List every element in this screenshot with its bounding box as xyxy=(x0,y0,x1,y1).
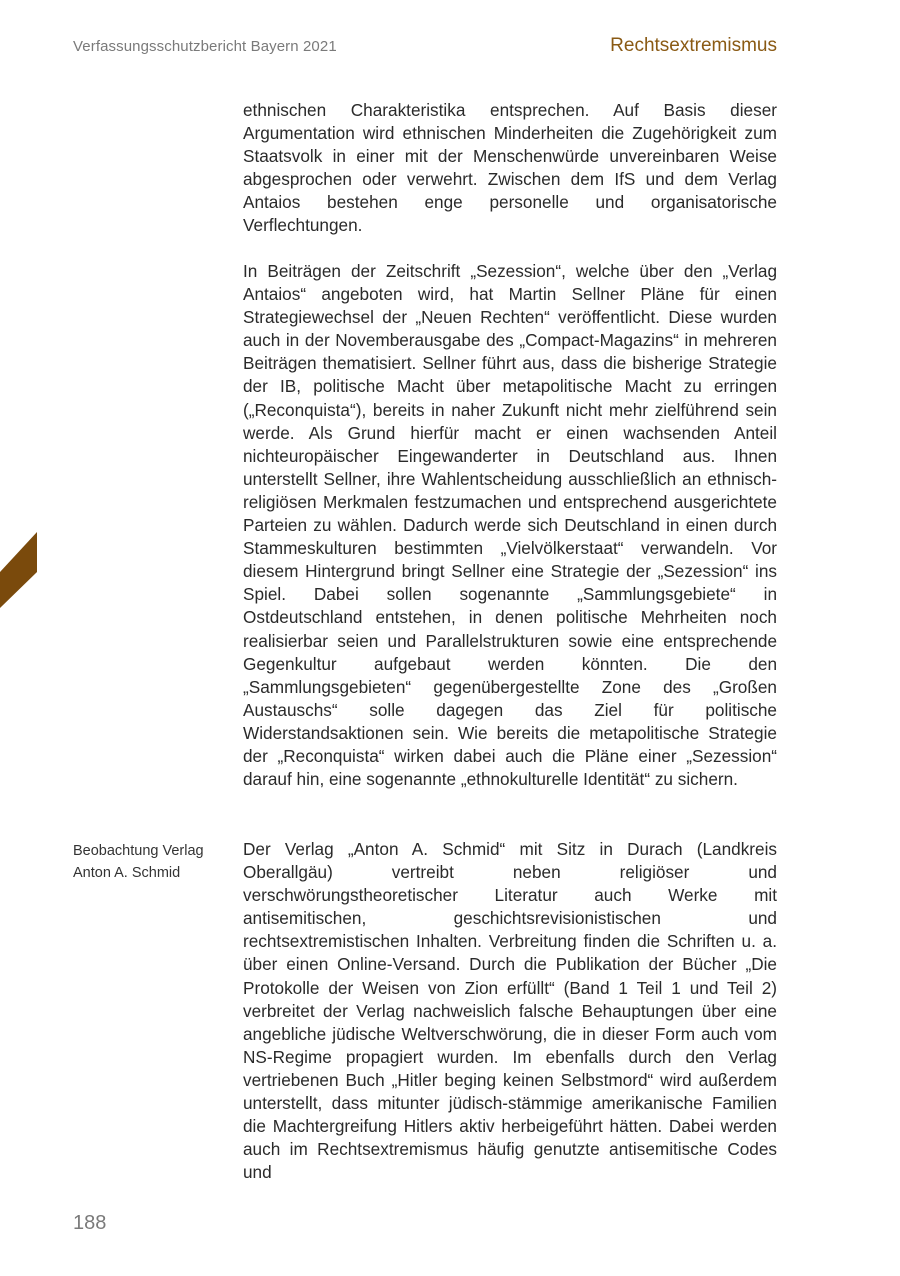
page-number: 188 xyxy=(73,1212,107,1234)
paragraph-text: ethnischen Charakteristika entsprechen. Auf Basis dieser Argumentation wird ethnischen Minderheiten die Zugehörigkeit zum Staatsvolk in einer mit der Menschenwürde unvereinbaren Weise abgesprochen oder verwehrt. Zwischen dem IfS und dem Verlag Antaios bestehen enge personelle und organisatorische Verflechtungen. xyxy=(243,100,777,236)
body-paragraph-3 xyxy=(243,838,777,1184)
paragraph-text: Der Verlag „Anton A. Schmid“ mit Sitz in Durach (Landkreis Oberallgäu) vertreibt neben religiöser und verschwörungstheoretischer Literatur auch Werke mit antisemitischen, geschichtsrevisionistischen und rechtsextremistischen Inhalten. Verbreitung finden die Schriften u. a. über einen Online-Versand. Durch die Publikation der Bücher „Die Protokolle der Weisen von Zion erfüllt“ (Band 1 Teil 1 und Teil 2) verbreitet der Verlag nachweislich falsche Behauptungen über eine angebliche jüdische Weltverschwörung, die in dieser Form auch vom NS-Regime propagiert wurden. Im ebenfalls durch den Verlag vertriebenen Buch „Hitler beging keinen Selbstmord“ wird außerdem unterstellt, dass mitunter jüdisch-stämmige amerikanische Familien die Machtergreifung Hitlers aktiv herbeigeführt hätten. Dabei werden auch im Rechtsextremismus häufig genutzte antisemitische Codes und xyxy=(243,839,777,1183)
chapter-side-tab xyxy=(0,532,37,608)
body-paragraph-2 xyxy=(243,260,777,791)
paragraph-text: In Beiträgen der Zeitschrift „Sezession“, welche über den „Verlag Antaios“ angeboten wird, hat Martin Sellner Pläne für einen Strategiewechsel der „Neuen Rechten“ veröffentlicht. Diese wurden auch in der Novemberausgabe des „Compact-Magazins“ in mehreren Beiträgen thematisiert. Sellner führt aus, dass die bisherige Strategie der IB, politische Macht über metapolitische Macht zu erringen („Reconquista“), bereits in naher Zukunft nicht mehr zielführend sein werde. Als Grund hierfür macht er einen wachsenden Anteil nichteuropäischer Eingewanderter in Deutschland aus. Ihnen unterstellt Sellner, ihre Wahlentscheidung ausschließlich an ethnisch-religiösen Merkmalen festzumachen und entsprechend ausgerichtete Parteien zu wählen. Dadurch werde sich Deutschland in einen durch Stammeskulturen bestimmten „Vielvölkerstaat“ verwandeln. Vor diesem Hintergrund bringt Sellner eine Strategie der „Sezession“ ins Spiel. Dabei sollen sogenannte „Sammlungsgebiete“ in Ostdeutschland entstehen, in denen politische Mehrheiten noch realisierbar seien und Parallelstrukturen sowie eine entsprechende Gegenkultur aufgebaut werden könnten. Die den „Sammlungsgebieten“ gegenübergestellte Zone des „Großen Austauschs“ solle dagegen das Ziel für politische Widerstandsaktionen sein. Wie bereits die metapolitische Strategie der „Reconquista“ wirken dabei auch die Pläne einer „Sezession“ darauf hin, eine sogenannte „ethnokulturelle Identität“ zu sichern. xyxy=(243,261,777,790)
running-header-section: Rechtsextremismus xyxy=(610,35,777,56)
body-paragraph-1 xyxy=(243,99,777,238)
margin-note-line-1: Beobachtung Verlag xyxy=(73,843,204,859)
running-header-publication: Verfassungsschutzbericht Bayern 2021 xyxy=(73,38,337,55)
margin-note xyxy=(73,840,233,884)
margin-note-line-2: Anton A. Schmid xyxy=(73,865,181,881)
